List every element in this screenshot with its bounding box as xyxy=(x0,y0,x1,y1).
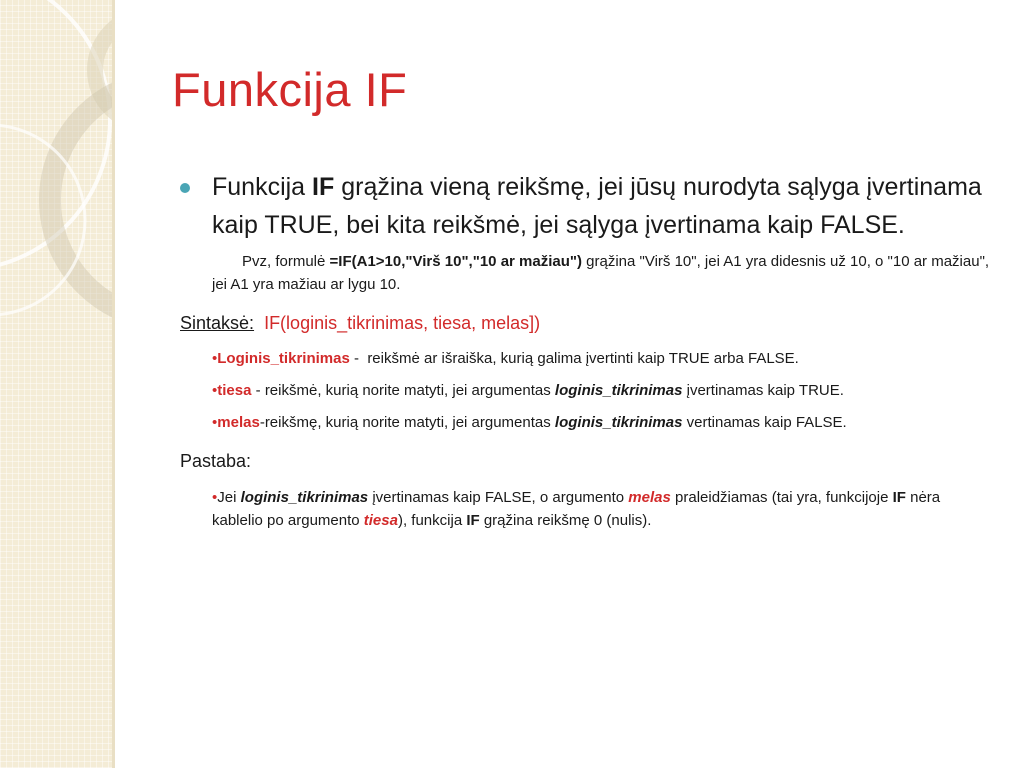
note-text: grąžina reikšmę 0 (nulis). xyxy=(479,512,652,529)
example-text xyxy=(212,250,990,296)
note-bullet: • xyxy=(212,489,218,506)
main-bullet-bold: IF xyxy=(312,173,335,201)
arg-tail: įvertinamas kaip TRUE. xyxy=(682,382,844,399)
arg-item xyxy=(212,348,990,370)
note-text: Jei xyxy=(217,489,241,506)
arg-sep: - xyxy=(349,350,368,367)
arg-ref: loginis_tikrinimas xyxy=(554,382,683,399)
syntax-label: Sintaksė: xyxy=(180,313,255,333)
arg-bullet: • xyxy=(212,382,218,399)
arg-sep: - xyxy=(251,382,265,399)
arg-desc: reikšmę, kurią norite matyti, jei argumentas xyxy=(264,414,555,431)
arg-desc: reikšmė ar išraiška, kurią galima įvertinti kaip TRUE arba FALSE. xyxy=(367,350,799,367)
slide-content xyxy=(180,168,990,532)
note-bold: IF xyxy=(466,512,480,529)
main-bullet xyxy=(180,168,990,244)
arg-ref: loginis_tikrinimas xyxy=(554,414,683,431)
arg-name: melas xyxy=(217,414,260,431)
example-formula: =IF(A1>10,"Virš 10","10 ar mažiau") xyxy=(329,253,582,270)
arg-desc: reikšmė, kurią norite matyti, jei argumentas xyxy=(264,382,555,399)
note-text: nėra kablelio po argumento xyxy=(212,489,941,529)
note-label: Pastaba: xyxy=(180,451,252,471)
note-body xyxy=(212,486,990,532)
sidebar-edge xyxy=(112,0,115,768)
main-bullet-text-2: grąžina vieną reikšmę, jei jūsų nurodyta sąlyga įvertinama kaip TRUE, bei kita reikšmė, jei sąlyga įvertinama kaip FALSE. xyxy=(212,173,982,239)
arg-item xyxy=(212,380,990,402)
slide-title: Funkcija IF xyxy=(172,63,408,116)
arg-bullet: • xyxy=(212,350,218,367)
note-text: praleidžiamas (tai yra, funkcijoje xyxy=(670,489,893,506)
note-bold-italic: loginis_tikrinimas xyxy=(240,489,369,506)
main-bullet-text-1: Funkcija xyxy=(212,173,313,201)
example-suffix: grąžina "Virš 10", jei A1 yra didesnis už 10, o "10 ar mažiau", jei A1 yra mažiau ar lygu 10. xyxy=(212,253,990,293)
note-text: ), funkcija xyxy=(397,512,467,529)
arg-tail: vertinamas kaip FALSE. xyxy=(682,414,847,431)
example-prefix: Pvz, formulė xyxy=(242,253,330,270)
arg-sep: - xyxy=(259,414,265,431)
note-text: įvertinamas kaip FALSE, o argumento xyxy=(368,489,629,506)
arg-bullet: • xyxy=(212,414,218,431)
arg-name: Loginis_tikrinimas xyxy=(217,350,350,367)
bullet-dot-icon xyxy=(180,183,190,193)
sidebar-circles-decoration xyxy=(0,0,112,768)
note-bold: IF xyxy=(892,489,906,506)
decorative-sidebar xyxy=(0,0,112,768)
syntax-formula: IF(loginis_tikrinimas, tiesa, melas]) xyxy=(264,313,541,333)
arg-name: tiesa xyxy=(217,382,252,399)
note-red-italic: melas xyxy=(628,489,671,506)
syntax-line xyxy=(180,310,990,336)
note-red-italic: tiesa xyxy=(363,512,398,529)
arg-item xyxy=(212,412,990,434)
